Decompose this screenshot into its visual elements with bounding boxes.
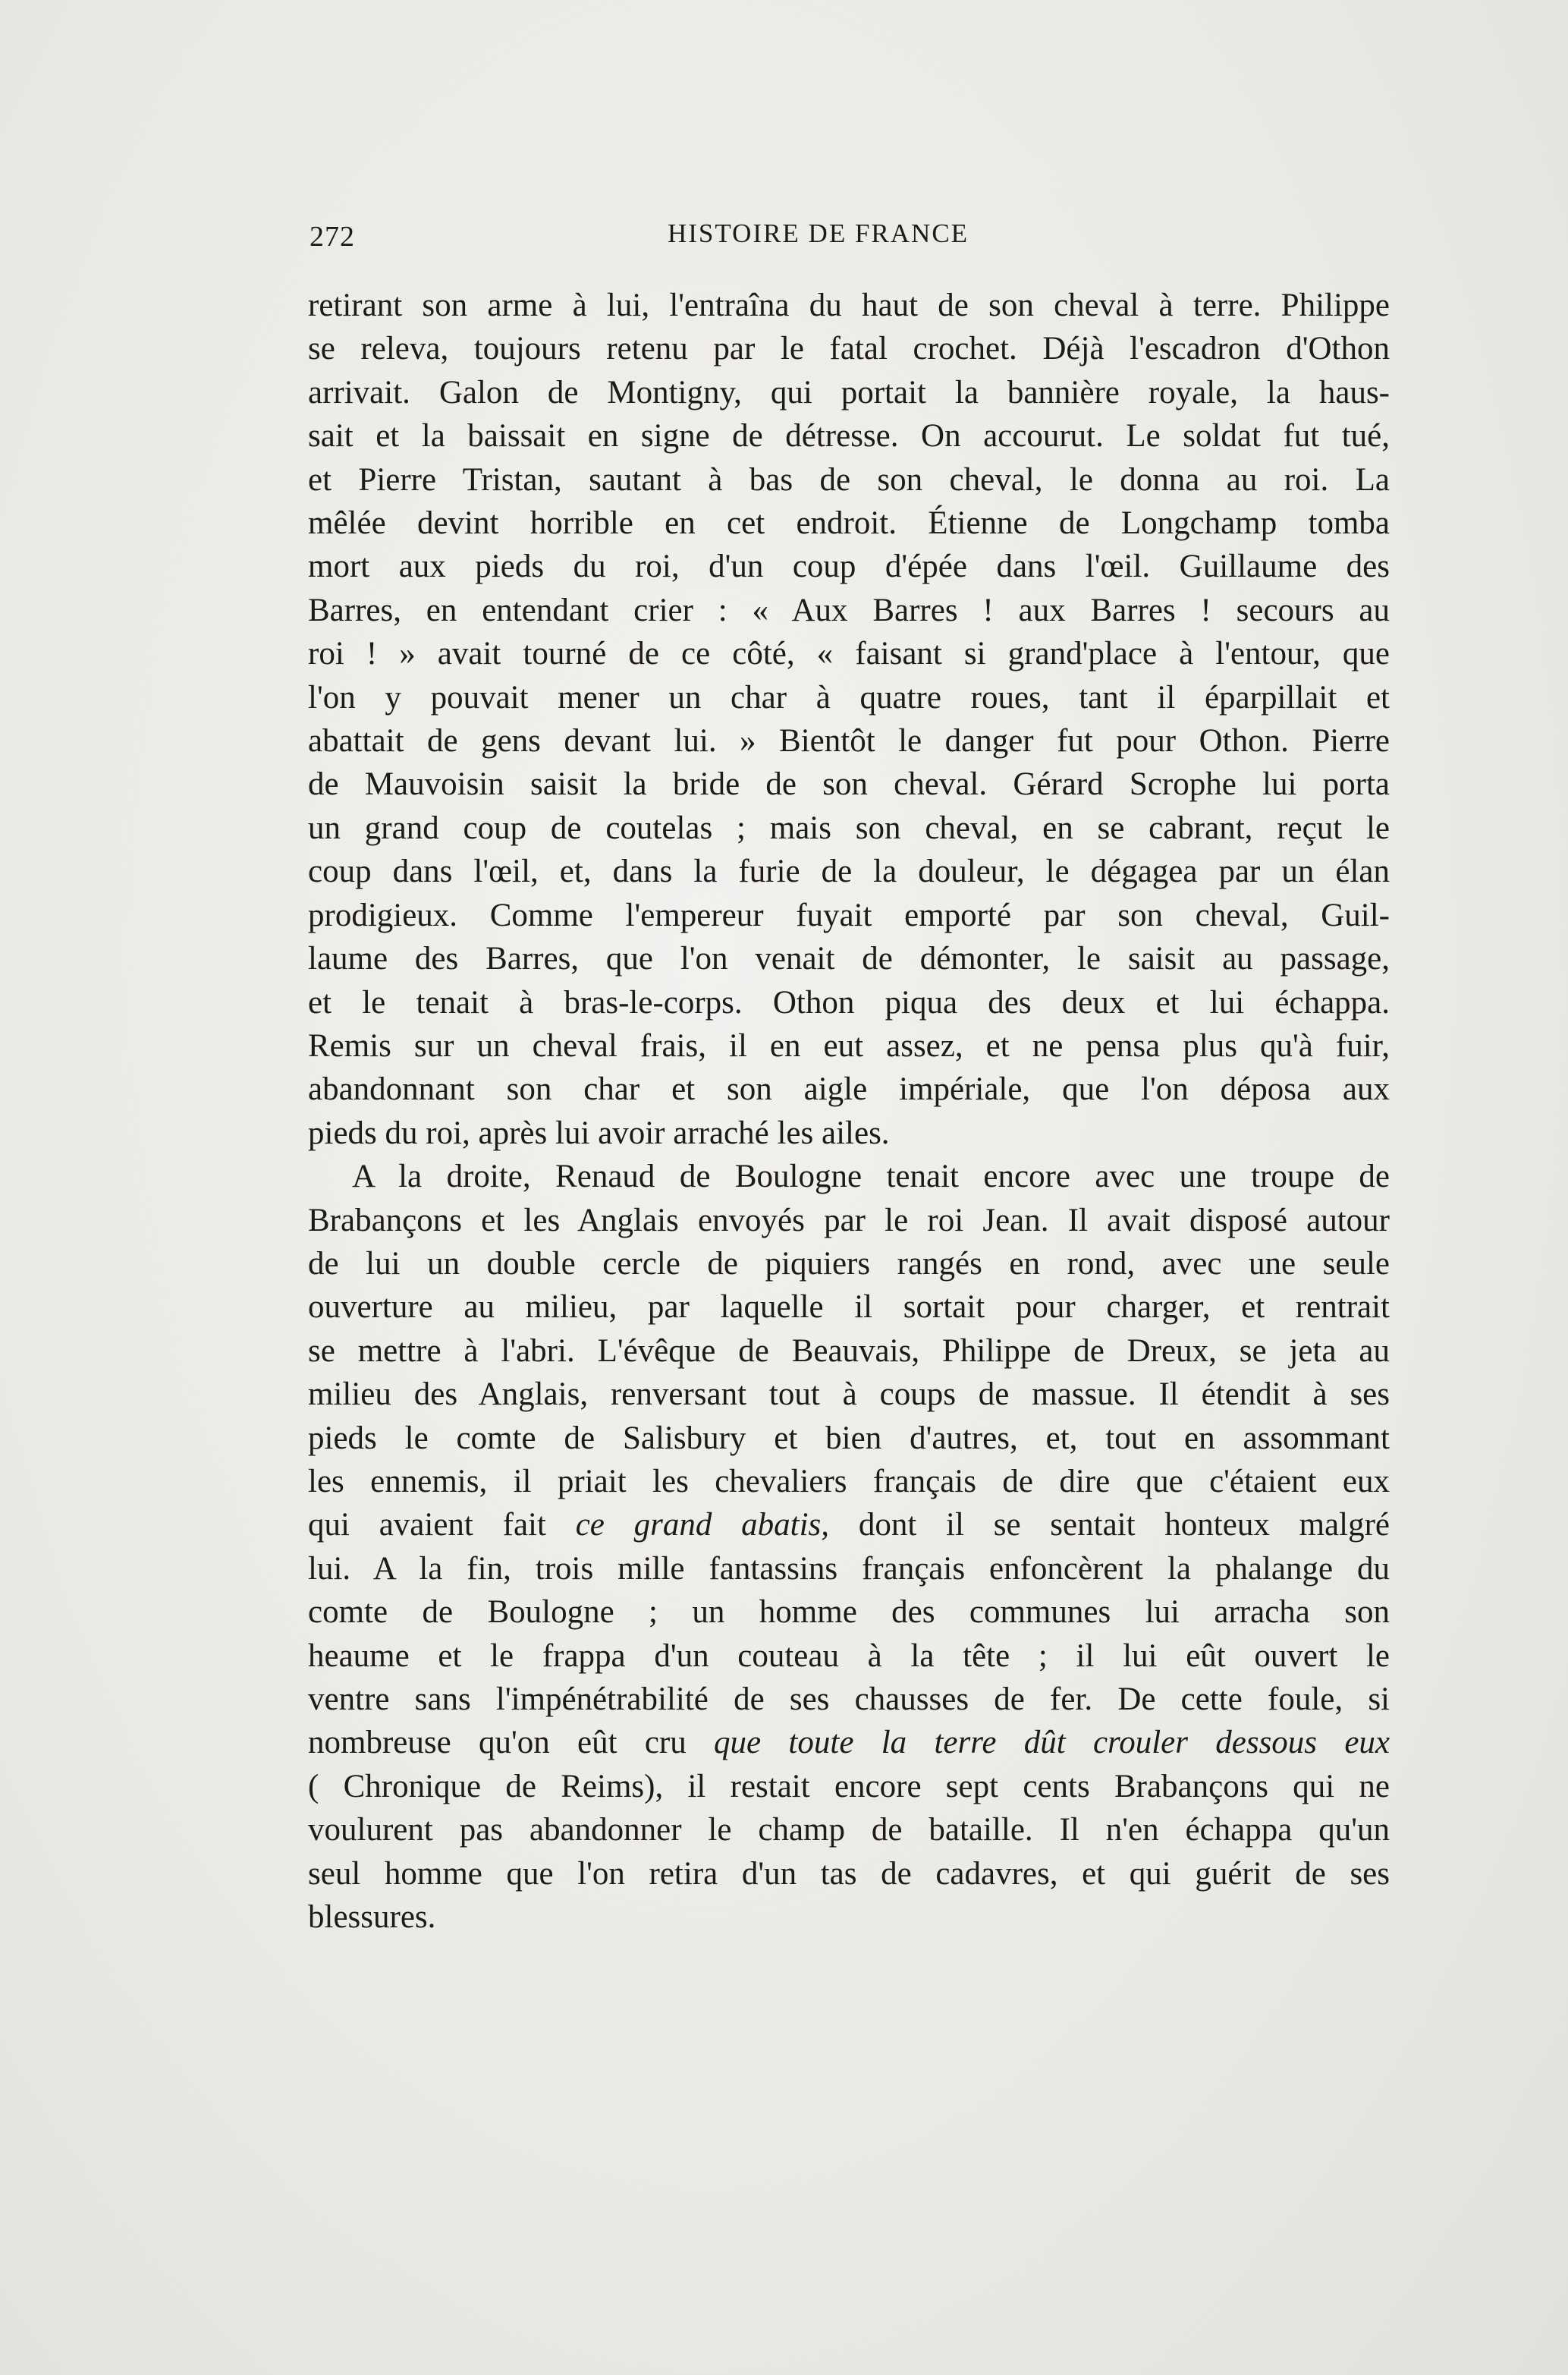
text-line: Brabançons et les Anglais envoyés par le roi Jean. Il avait disposé autour [308,1202,1390,1238]
text-line: A la droite, Renaud de Boulogne tenait encore avec une troupe de [352,1159,1390,1195]
text-line: retirant son arme à lui, l'entraîna du haut de son cheval à terre. Philippe [308,288,1390,323]
text-line: pieds du roi, après lui avoir arraché les ailes. [308,1115,890,1151]
text-line-with-italic [308,1721,1390,1764]
italic-phrase: que toute la terre dût crouler dessous eux [714,1725,1390,1761]
text-line: Remis sur un cheval frais, il en eut assez, et ne pensa plus qu'à fuir, [308,1027,1390,1064]
text-line: pieds le comte de Salisbury et bien d'autres, et, tout en assommant [308,1420,1390,1456]
page-number: 272 [310,221,355,253]
text-line: mêlée devint horrible en cet endroit. Étienne de Longchamp tomba [308,505,1390,542]
text-line: de Mauvoisin saisit la bride de son cheval. Gérard Scrophe lui porta [308,766,1390,803]
text-line: de lui un double cercle de piquiers rangés en rond, avec une seule [308,1245,1390,1282]
text-line: l'on y pouvait mener un char à quatre roues, tant il éparpillait et [308,679,1390,716]
page-header [306,214,1384,260]
text-line: un grand coup de coutelas ; mais son cheval, en se cabrant, reçut le [308,810,1390,846]
text-line: sait et la baissait en signe de détresse. On accourut. Le soldat fut tué, [308,418,1390,455]
text-line: heaume et le frappa d'un couteau à la tête ; il lui eût ouvert le [308,1637,1390,1674]
text-line: seul homme que l'on retira d'un tas de cadavres, et qui guérit de ses [308,1855,1390,1892]
text-line: abandonnant son char et son aigle impériale, que l'on déposa aux [308,1071,1390,1108]
text-line-with-italic [308,1503,1390,1546]
text-line: les ennemis, il priait les chevaliers français de dire que c'étaient eux [308,1463,1390,1499]
text-line: lui. A la fin, trois mille fantassins français enfoncèrent la phalange du [308,1550,1390,1587]
text-line: se mettre à l'abri. L'évêque de Beauvais, Philippe de Dreux, se jeta au [308,1332,1390,1369]
body-text [308,284,1390,1939]
text-line: blessures. [308,1899,436,1936]
text-line: arrivait. Galon de Montigny, qui portait la bannière royale, la haus- [308,374,1390,411]
text-line: Barres, en entendant crier : « Aux Barres ! aux Barres ! secours au [308,592,1390,628]
paragraph-2 [308,1155,1390,1939]
text-line: ventre sans l'impénétrabilité de ses chausses de fer. De cette foule, si [308,1681,1390,1717]
text-run: dont il se sentait honteux malgré [858,1507,1390,1543]
text-line: voulurent pas abandonner le champ de bataille. Il n'en échappa qu'un [308,1812,1390,1848]
text-line: milieu des Anglais, renversant tout à coups de massue. Il étendit à ses [308,1376,1390,1413]
text-line: coup dans l'œil, et, dans la furie de la douleur, le dégagea par un élan [308,854,1390,890]
text-line: comte de Boulogne ; un homme des communes lui arracha son [308,1594,1390,1631]
text-line: et le tenait à bras-le-corps. Othon piqua des deux et lui échappa. [308,984,1390,1021]
paragraph-1 [308,284,1390,1155]
text-line: prodigieux. Comme l'empereur fuyait emporté par son cheval, Guil- [308,897,1390,933]
text-line: ouverture au milieu, par laquelle il sortait pour charger, et rentrait [308,1289,1390,1326]
text-line: se releva, toujours retenu par le fatal crochet. Déjà l'escadron d'Othon [308,331,1390,367]
text-run: nombreuse qu'on eût cru [308,1725,687,1761]
text-run: qui avaient fait [308,1507,546,1543]
text-line: roi ! » avait tourné de ce côté, « faisant si grand'place à l'entour, que [308,636,1390,672]
text-line: et Pierre Tristan, sautant à bas de son cheval, le donna au roi. La [308,461,1390,498]
italic-phrase: ce grand abatis, [575,1507,830,1543]
text-line: laume des Barres, que l'on venait de démonter, le saisit au passage, [308,941,1390,977]
text-line: abattait de gens devant lui. » Bientôt le danger fut pour Othon. Pierre [308,723,1390,760]
text-line: mort aux pieds du roi, d'un coup d'épée dans l'œil. Guillaume des [308,549,1390,585]
text-line: ( Chronique de Reims), il restait encore sept cents Brabançons qui ne [308,1768,1390,1804]
running-title: HISTOIRE DE FRANCE [668,219,969,248]
